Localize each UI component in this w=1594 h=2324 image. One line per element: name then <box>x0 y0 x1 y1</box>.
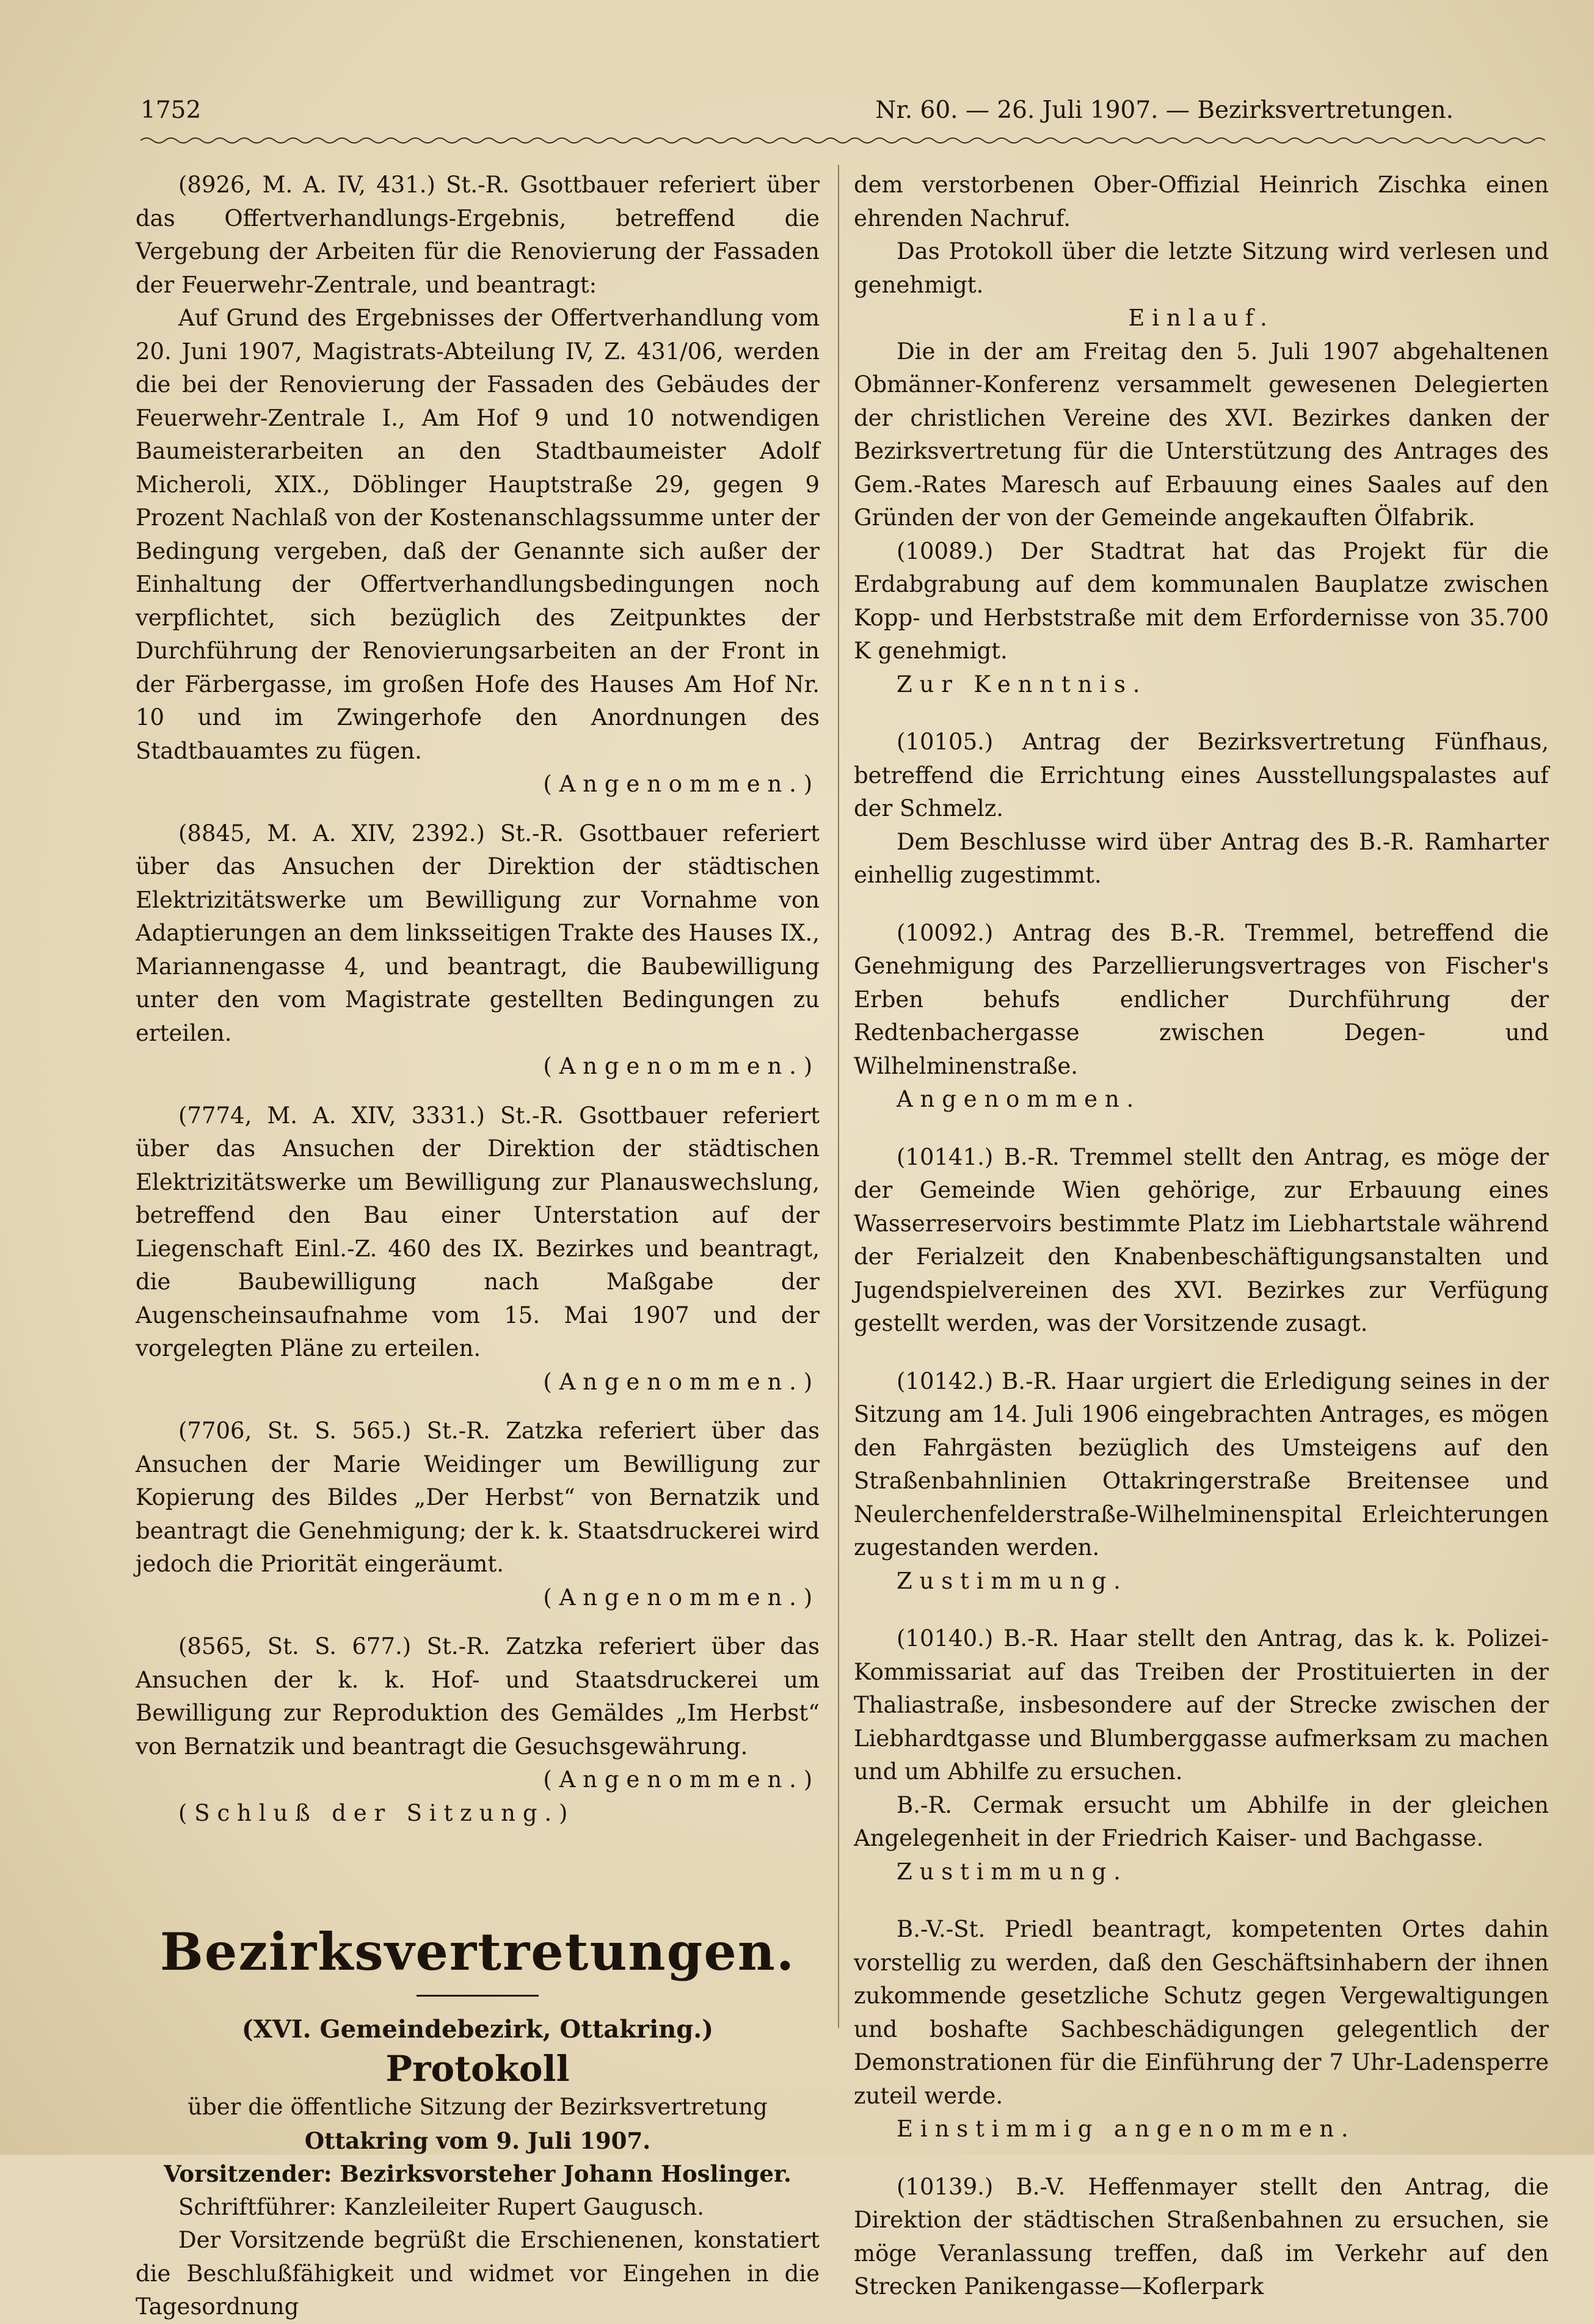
session-close: (Schluß der Sitzung.) <box>178 1799 575 1826</box>
item-10092: (10092.) Antrag des B.-R. Tremmel, betreffend die Genehmigung des Parzellierungsvertrages von Fischer's Erben behufs endlicher Durchführung der Redtenbachergasse zwischen Degen- und Wilhelminenstraße. <box>854 919 1549 1079</box>
item-8926: (8926, M. A. IV, 431.) St.-R. Gsottbauer referiert über das Offertverhandlungs-Ergebnis, betreffend die Vergebung der Arbeiten für die Renovierung der Fassaden der Feuerwehr-Zentrale, und beantragt: <box>136 172 820 298</box>
item-10105-decision: Dem Beschlusse wird über Antrag des B.-R. Ramharter einhellig zugestimmt. <box>854 828 1549 888</box>
page-header <box>140 97 1454 133</box>
item-8565-result: (Angenommen.) <box>543 1766 820 1793</box>
column-divider <box>838 165 839 2028</box>
decorative-wavy-rule <box>140 136 1545 145</box>
minutes-approval: Das Protokoll über die letzte Sitzung wird verlesen und genehmigt. <box>854 238 1549 298</box>
item-7706-result: (Angenommen.) <box>543 1584 820 1611</box>
delegates-thanks: Die in der am Freitag den 5. Juli 1907 abgehaltenen Obmänner-Konferenz versammelt gewesenen Delegierten der christlichen Vereine des XVI. Bezirkes danken der Bezirksvertretung für die Unterstützung des Antrages des Gem.-Rates Maresch auf Erbauung eines Saales auf den Gründen der von der Gemeinde angekauften Ölfabrik. <box>854 338 1549 531</box>
item-7706: (7706, St. S. 565.) St.-R. Zatzka referiert über das Ansuchen der Marie Weidinger um Bewilligung zur Kopierung des Bildes „Der Herbst“ von Bernatzik und beantragt die Genehmigung; der k. k. Staatsdruckerei wird jedoch die Priorität eingeräumt. <box>136 1418 820 1577</box>
item-7774: (7774, M. A. XIV, 3331.) St.-R. Gsottbauer referiert über das Ansuchen der Direktion der städtischen Elektrizitätswerke um Bewilligung zur Planauswechslung, betreffend den Bau einer Unterstation auf der Liegenschaft Einl.-Z. 460 des IX. Bezirkes und beantragt, die Baubewilligung nach Maßgabe der Augenscheinsaufnahme vom 15. Mai 1907 und der vorgelegten Pläne zu erteilen. <box>136 1102 820 1361</box>
page-number: 1752 <box>140 97 202 124</box>
item-8926-resolution: Auf Grund des Ergebnisses der Offertverhandlung vom 20. Juni 1907, Magistrats-Abteilung IV, Z. 431/06, werden die bei der Renovierung der Fassaden des Gebäudes der Feuerwehr-Zentrale I., Am Hof 9 und 10 notwendigen Baumeisterarbeiten an den Stadtbaumeister Adolf Micheroli, XIX., Döblinger Hauptstraße 29, gegen 9 Prozent Nachlaß von der Kostenanschlagssumme unter der Bedingung vergeben, daß der Genannte sich außer der Einhaltung der Offertverhandlungsbedingungen noch verpflichtet, sich bezüglich des Zeitpunktes der Durchführung der Renovierungsarbeiten an der Front in der Färbergasse, im großen Hofe des Hauses Am Hof Nr. 10 und im Zwingerhofe den Anordnungen des Stadtbauamtes zu fügen. <box>136 305 820 764</box>
item-10140: (10140.) B.-R. Haar stellt den Antrag, das k. k. Polizei-Kommissariat auf das Treiben der Prostituierten in der Thaliastraße, insbesondere auf der Strecke zwischen der Liebhardtgasse und Blumberggasse aufmerksam zu machen und um Abhilfe zu ersuchen. <box>854 1625 1549 1785</box>
opening-paragraph: Der Vorsitzende begrüßt die Erschienenen, konstatiert die Beschlußfähigkeit und widmet vor Eingehen in die Tagesordnung <box>136 2227 820 2320</box>
item-10140-result: Zustimmung. <box>897 1858 1128 1885</box>
obituary-paragraph: dem verstorbenen Ober-Offizial Heinrich Zischka einen ehrenden Nachruf. <box>854 172 1549 231</box>
priedl-motion: B.-V.-St. Priedl beantragt, kompetenten Ortes dahin vorstellig zu werden, daß den Geschäftsinhabern der ihnen zukommende gesetzliche Schutz gegen Vergewaltigungen und boshafte Sachbeschädigungen gelegentlich der Demonstrationen für die Einführung der 7 Uhr-Ladensperre zuteil werde. <box>854 1916 1549 2109</box>
item-10089-result: Zur Kenntnis. <box>897 671 1148 698</box>
item-10142: (10142.) B.-R. Haar urgiert die Erledigung seines in der Sitzung am 14. Juli 1906 eingebrachten Antrages, es mögen den Fahrgästen bezüglich des Umsteigens auf den Straßenbahnlinien Ottakringerstraße Breitensee und Neulerchenfelderstraße-Wilhelminenspital Erleichterungen zugestanden werden. <box>854 1368 1549 1561</box>
item-10139: (10139.) B.-V. Heffenmayer stellt den Antrag, die Direktion der städtischen Straßenbahnen zu ersuchen, sie möge Veranlassung treffen, daß im Verkehr auf den Strecken Panikengasse—Koflerpark <box>854 2173 1549 2300</box>
item-10092-result: Angenommen. <box>897 1086 1141 1112</box>
item-8926-result: (Angenommen.) <box>543 771 820 797</box>
einlauf-heading: Einlauf. <box>1128 305 1275 331</box>
protokoll-subtitle: über die öffentliche Sitzung der Bezirksvertretung <box>187 2094 768 2120</box>
running-title: Nr. 60. — 26. Juli 1907. — Bezirksvertretungen. <box>875 97 1454 124</box>
item-10089: (10089.) Der Stadtrat hat das Projekt für die Erdabgrabung auf dem kommunalen Bauplatze zwischen Kopp- und Herbststraße mit dem Erfordernisse von 35.700 K genehmigt. <box>854 537 1549 664</box>
secretary-line: Schriftführer: Kanzleileiter Rupert Gaugusch. <box>178 2193 705 2220</box>
protokoll-date: Ottakring vom 9. Juli 1907. <box>304 2127 651 2154</box>
item-10141: (10141.) B.-R. Tremmel stellt den Antrag, es möge der der Gemeinde Wien gehörige, zur Erbauung eines Wasserreservoirs bestimmte Platz im Liebhartstale während der Ferialzeit den Knabenbeschäftigungsanstalten und Jugendspielvereinen des XVI. Bezirkes zur Verfügung gestellt werden, was der Vorsitzende zusagt. <box>854 1143 1549 1336</box>
right-column <box>854 169 1549 2304</box>
item-10105: (10105.) Antrag der Bezirksvertretung Fünfhaus, betreffend die Errichtung eines Ausstellungspalastes auf der Schmelz. <box>854 729 1549 821</box>
item-7774-result: (Angenommen.) <box>543 1368 820 1395</box>
chairman-line: Vorsitzender: Bezirksvorsteher Johann Hoslinger. <box>164 2160 792 2187</box>
title-rule <box>417 1995 539 1997</box>
protokoll-heading: Protokoll <box>385 2048 570 2089</box>
left-column <box>136 169 820 2324</box>
priedl-motion-result: Einstimmig angenommen. <box>897 2116 1356 2142</box>
item-8845: (8845, M. A. XIV, 2392.) St.-R. Gsottbauer referiert über das Ansuchen der Direktion der städtischen Elektrizitätswerke um Bewilligung zur Vornahme von Adaptierungen an dem linksseitigen Trakte des Hauses IX., Mariannengasse 4, und beantragt, die Baubewilligung unter den vom Magistrate gestellten Bedingungen zu erteilen. <box>136 820 820 1046</box>
item-8565: (8565, St. S. 677.) St.-R. Zatzka referiert über das Ansuchen der k. k. Hof- und Staatsdruckerei um Bewilligung zur Reproduktion des Gemäldes „Im Herbst“ von Bernatzik und beantragt die Gesuchsgewährung. <box>136 1633 820 1760</box>
item-10142-result: Zustimmung. <box>897 1567 1128 1594</box>
district-heading: (XVI. Gemeindebezirk, Ottakring.) <box>241 2015 714 2044</box>
section-title: Bezirksvertretungen. <box>159 1921 796 1982</box>
item-10140-followup: B.-R. Cermak ersucht um Abhilfe in der gleichen Angelegenheit in der Friedrich Kaiser- und Bachgasse. <box>854 1791 1549 1851</box>
item-8845-result: (Angenommen.) <box>543 1053 820 1079</box>
